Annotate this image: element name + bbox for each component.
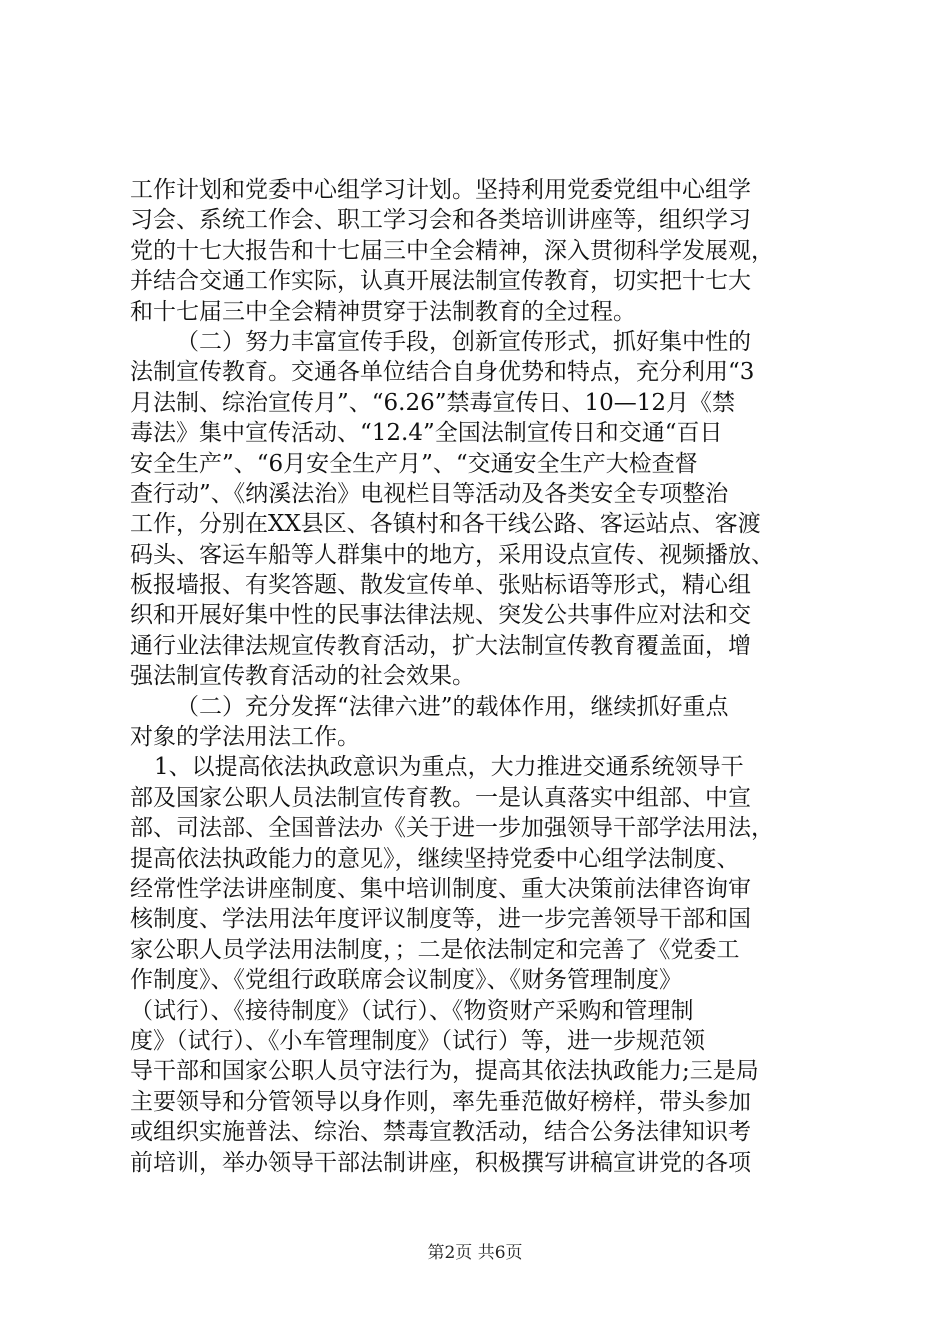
text-line: 法制宣传教育。交通各单位结合自身优势和特点，充分利用“3 bbox=[130, 359, 755, 386]
text-line: 毒法》集中宣传活动、“12.4”全国法制宣传日和交通“百日 bbox=[130, 420, 723, 447]
text-line: 工作，分别在XX县区、各镇村和各干线公路、客运站点、客渡 bbox=[130, 511, 761, 538]
text-line: 度》（试行）、《小车管理制度》（试行）等，进一步规范领 bbox=[130, 1027, 705, 1054]
text-line: 并结合交通工作实际，认真开展法制宣传教育，切实把十七大 bbox=[130, 268, 751, 295]
text-line: （二）努力丰富宣传手段，创新宣传形式，抓好集中性的 bbox=[176, 328, 751, 355]
text-line: 通行业法律法规宣传教育活动，扩大法制宣传教育覆盖面，增 bbox=[130, 632, 751, 659]
text-line: 月法制、综治宣传月”、“6.26”禁毒宣传日、10—12月《禁 bbox=[130, 389, 736, 416]
text-line: 部及国家公职人员法制宣传育教。一是认真落实中组部、中宣 bbox=[130, 784, 751, 811]
text-line: 经常性学法讲座制度、集中培训制度、重大决策前法律咨询审 bbox=[130, 875, 751, 902]
text-line: 提高依法执政能力的意见》，继续坚持党委中心组学法制度、 bbox=[130, 845, 740, 872]
text-line: 工作计划和党委中心组学习计划。坚持利用党委党组中心组学 bbox=[130, 177, 751, 203]
text-line: 织和开展好集中性的民事法律法规、突发公共事件应对法和交 bbox=[130, 602, 751, 629]
text-line: 家公职人员学法用法制度，；二是依法制定和完善了《党委工 bbox=[130, 936, 740, 963]
text-line: 核制度、学法用法年度评议制度等，进一步完善领导干部和国 bbox=[130, 906, 751, 933]
text-line: 和十七届三中全会精神贯穿于法制教育的全过程。 bbox=[130, 298, 636, 325]
text-line: 作制度》、《党组行政联席会议制度》、《财务管理制度》 bbox=[130, 967, 682, 994]
text-line: 1、以提高依法执政意识为重点，大力推进交通系统领导干 bbox=[154, 754, 744, 781]
text-line: 部、司法部、全国普法办《关于进一步加强领导干部学法用法， bbox=[130, 815, 774, 842]
text-line: 党的十七大报告和十七届三中全会精神，深入贯彻科学发展观， bbox=[130, 237, 774, 264]
text-line: 安全生产”、“6月安全生产月”、“交通安全生产大检查督 bbox=[130, 450, 698, 477]
text-line: 习会、系统工作会、职工学习会和各类培训讲座等，组织学习 bbox=[130, 207, 751, 234]
document-body bbox=[130, 175, 830, 1178]
text-line: 强法制宣传教育活动的社会效果。 bbox=[130, 663, 475, 690]
page-number-footer: 第2页 共6页 bbox=[427, 1243, 523, 1263]
text-line: 或组织实施普法、综治、禁毒宣教活动，结合公务法律知识考 bbox=[130, 1119, 751, 1146]
text-line: （试行）、《接待制度》（试行）、《物资财产采购和管理制 bbox=[130, 997, 694, 1024]
text-line: 导干部和国家公职人员守法行为，提高其依法执政能力;三是局 bbox=[130, 1058, 759, 1085]
text-line: 板报墙报、有奖答题、散发宣传单、张贴标语等形式，精心组 bbox=[130, 572, 751, 599]
text-line: 对象的学法用法工作。 bbox=[130, 724, 360, 751]
text-line: 查行动”、《纳溪法治》电视栏目等活动及各类安全专项整治 bbox=[130, 480, 729, 507]
text-line: 主要领导和分管领导以身作则，率先垂范做好榜样，带头参加 bbox=[130, 1088, 751, 1115]
text-line: 前培训，举办领导干部法制讲座，积极撰写讲稿宣讲党的各项 bbox=[130, 1149, 751, 1176]
text-line: （二）充分发挥“法律六进”的载体作用，继续抓好重点 bbox=[176, 693, 729, 720]
text-line: 码头、客运车船等人群集中的地方，采用设点宣传、视频播放、 bbox=[130, 541, 774, 568]
